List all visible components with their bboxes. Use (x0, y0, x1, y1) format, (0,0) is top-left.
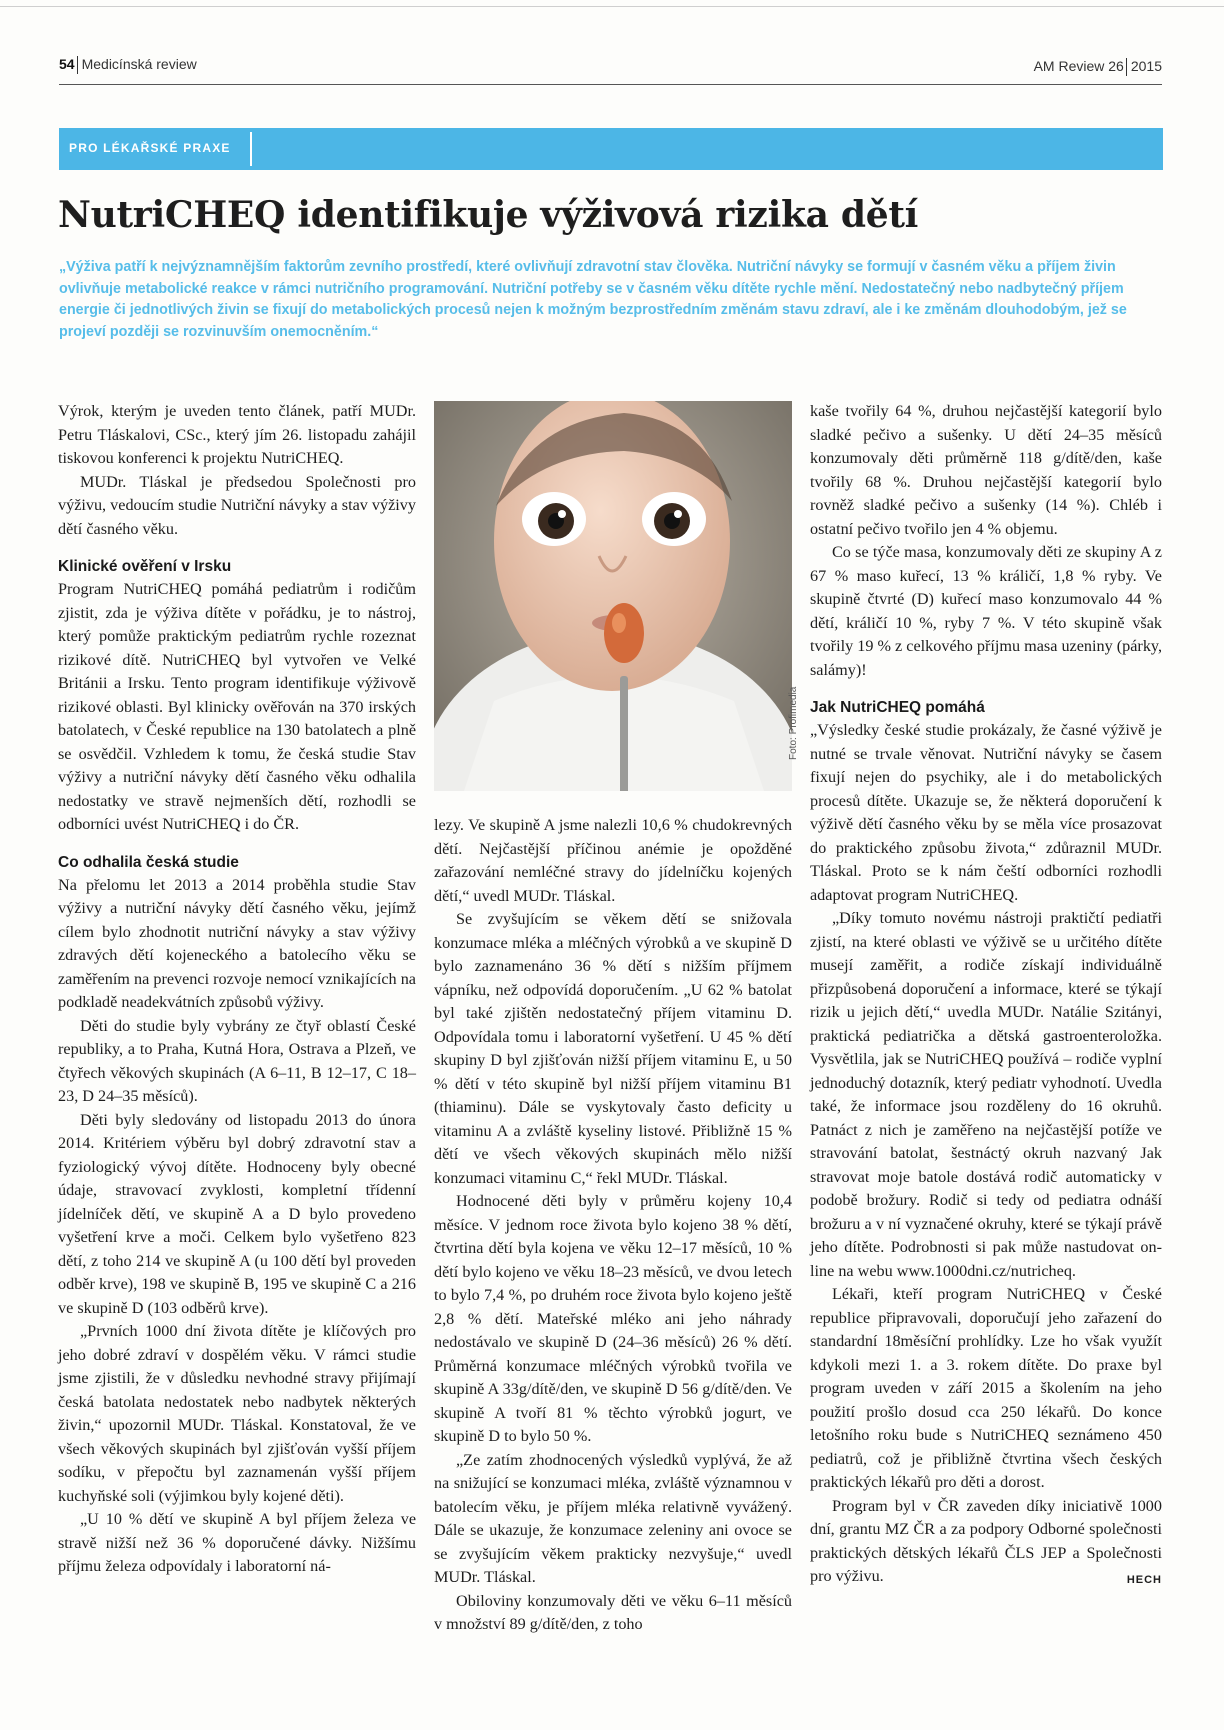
column-2 (434, 814, 792, 1637)
section-name: Medicínská review (81, 56, 197, 72)
paragraph: Děti do studie byly vybrány ze čtyř oblastí České republiky, a to Praha, Kutná Hora, Ostrava a Plzeň, ve čtyřech věkových skupinách (A 6–11, B 12–17, C 18–23, D 24–35 měsíců). (58, 1016, 416, 1105)
paragraph (810, 1495, 1162, 1589)
paragraph: Program NutriCHEQ pomáhá pediatrům i rodičům zjistit, zda je výživa dítěte v pořádku, je to nástroj, který pomůže praktickým pediatrům rychle rozeznat rizikové dítě. NutriCHEQ byl vytvořen ve Velké Británii a Irsku. Tento program identifikuje výživově rizikové oblasti. Byl klinicky ověřován na 370 irských batolatech, v České republice na 130 batolatech a plně se osvědčil. Vzhledem k tomu, že česká studie Stav výživy a nutriční návyky dětí časného věku odhalila nedostatky ve stravě nejmenších dětí, rozhodli se odborníci uvést NutriCHEQ i do ČR. (58, 580, 416, 833)
paragraph: Hodnocené děti byly v průměru kojeny 10,4 měsíce. V jednom roce života bylo kojeno 38 % dětí, čtvrtina dětí byla kojena ve věku 12–17 měsíců, 10 % dětí bylo kojeno ve věku 18–23 měsíců, ve dvou letech to bylo 7,4 %, po druhém roce života bylo kojeno ještě 2,8 % dětí. Mateřské mléko ani jeho náhrady nedostávalo ve skupině D (24–36 měsíců) 26 % dětí. Průměrná konzumace mléčných výrobků tvořila ve skupině A 33g/dítě/den, ve skupině D 56 g/dítě/den. Ve skupině A tvoří 81 % těchto výrobků jogurt, ve skupině D to bylo 50 %. (434, 1192, 792, 1445)
paragraph: lezy. Ve skupině A jsme nalezli 10,6 % chudokrevných dětí. Nejčastější příčinou anémie je opožděné zařazování nemléčné stravy do jídelníčku kojených dětí,“ uvedl MUDr. Tláskal. (434, 816, 792, 905)
paragraph: Se zvyšujícím se věkem dětí se snižovala konzumace mléka a mléčných výrobků a ve skupině D bylo zaznamenáno 36 % dětí s nižším příjmem vápníku, než odpovídá doporučením. „U 62 % batolat byl také zjištěn nedostatečný příjem vitaminu D. Odpovídala tomu i laboratorní vyšetření. U 45 % dětí skupiny D byl zjišťován nižší příjem vitaminu E, u 50 % dětí v této skupině byl nižší příjem vitaminu B1 (thiaminu). Dále se vyskytovaly často deficity u vitaminu A a zvláště kyseliny listové. Přibližně 15 % dětí ve všech věkových skupinách mělo nižší konzumaci vitaminu C,“ řekl MUDr. Tláskal. (434, 910, 792, 1187)
journal-name: AM Review 26 (1033, 58, 1124, 74)
section-label: PRO LÉKAŘSKÉ PRAXE (69, 141, 231, 155)
paragraph: „U 10 % dětí ve skupině A byl příjem železa ve stravě nižší než 36 % doporučené dávky. Nižšímu příjmu železa odpovídaly i laboratorní ná- (58, 1510, 416, 1575)
section-bar (59, 128, 1163, 170)
top-rule (0, 6, 1224, 7)
header-separator (1126, 58, 1127, 76)
column-1 (58, 400, 416, 1579)
baby-photo-illustration (434, 401, 792, 791)
subheading: Co odhalila česká studie (58, 853, 239, 871)
paragraph: kaše tvořily 64 %, druhou nejčastější kategorií bylo sladké pečivo a sušenky. U dětí 24–35 měsíců konzumovaly děti průměrně 118 g/dítě/den, kaše tvořily 68 %. Druhou nejčastější kategorií bylo rovněž sladké pečivo a sušenky (14 %). Chléb i ostatní pečivo tvořilo jen 4 % objemu. (810, 402, 1162, 538)
running-header-left (59, 56, 197, 74)
paragraph: Na přelomu let 2013 a 2014 proběhla studie Stav výživy a nutriční návyky dětí časného věku, jejímž cílem bylo zhodnotit nutriční návyky a stav výživy zdravých dětí kojeneckého a batolecího věku se zaměřením na prevenci rozvoje nemocí vznikajících na podkladě neadekvátních způsobů výživy. (58, 875, 416, 1011)
paragraph: Lékaři, kteří program NutriCHEQ v České republice připravovali, doporučují jeho zařazení do standardní 18měsíční prohlídky. Lze ho však využít kdykoli mezi 1. a 3. rokem dítěte. Do praxe byl program uveden v září 2015 a školením na jeho použití prošlo dosud cca 250 lékařů. Do konce letošního roku bude s NutriCHEQ seznámeno 450 pediatrů, což je přibližně čtvrtina všech českých praktických lékařů pro děti a dorost. (810, 1285, 1162, 1491)
paragraph: MUDr. Tláskal je předsedou Společnosti pro výživu, vedoucím studie Nutriční návyky a stav výživy dětí časného věku. (58, 472, 416, 538)
paragraph: Obiloviny konzumovaly děti ve věku 6–11 měsíců v množství 89 g/dítě/den, z toho (434, 1591, 792, 1633)
subheading: Klinické ověření v Irsku (58, 558, 232, 575)
header-separator (77, 56, 78, 74)
paragraph: Výrok, kterým je uveden tento článek, patří MUDr. Petru Tláskalovi, CSc., který jím 26. listopadu zahájil tiskovou konferenci k projektu NutriCHEQ. (58, 402, 416, 467)
journal-year: 2015 (1130, 58, 1162, 74)
paragraph-text: Program byl v ČR zaveden díky iniciativě 1000 dní, grantu MZ ČR a za podpory Odborné společnosti praktických dětských lékařů ČLS JEP a Společnosti pro výživu. (810, 1496, 1162, 1585)
paragraph: „Výsledky české studie prokázaly, že časné výživě je nutné se trvale věnovat. Nutriční návyky se časem fixují nejen do psychiky, ale i do metabolických procesů dítěte. Ukazuje se, že některá doporučení k výživě dětí časného věku by se měla více prosazovat do praktického způsobu života,“ zdůraznil MUDr. Tláskal. Proto se k nám čeští odborníci rozhodli adaptovat program NutriCHEQ. (810, 721, 1162, 904)
author-signature: HECH (1126, 1574, 1162, 1586)
photo-credit: Foto: Profimedia (788, 686, 799, 760)
article-title: NutriCHEQ identifikuje výživová rizika dětí (58, 194, 919, 236)
article-lead: „Výživa patří k nejvýznamnějším faktorům zevního prostředí, které ovlivňují zdravotní stav člověka. Nutriční návyky se formují v časném věku a příjem živin ovlivňuje metabolické reakce v rámci nutričního programování. Nutriční potřeby se v časném věku dítěte rychle mění. Nedostatečný nebo nadbytečný příjem energie či jednotlivých živin se fixují do metabolických procesů nejen k možným bezprostředním změnám stavu zdraví, ale i ke změnám dlouhodobým, jež se projeví později se rozvinuvším onemocněním.“ (59, 259, 1127, 340)
paragraph: Děti byly sledovány od listopadu 2013 do února 2014. Kritériem výběru byl dobrý zdravotní stav a fyziologický vývoj dítěte. Hodnoceny byly obecné údaje, stravovací zvyklosti, kompletní třídenní jídelníček dětí, ve skupině A a D bylo provedeno vyšetření krve a moči. Celkem bylo vyšetřeno 823 dětí, z toho 214 ve skupině A (u 100 dětí byl proveden odběr krve), 198 ve skupině B, 195 ve skupině C a 216 ve skupině D (103 odběrů krve). (58, 1110, 416, 1317)
subheading: Jak NutriCHEQ pomáhá (810, 699, 985, 716)
paragraph: „Ze zatím zhodnocených výsledků vyplývá, že až na snižující se konzumaci mléka, zvláště významnou v batolecím věku, je příjem mléka relativně vyvážený. Dále se ukazuje, že konzumace zeleniny ani ovoce se se zvyšujícím věkem prakticky nezvyšuje,“ uvedl MUDr. Tláskal. (434, 1450, 792, 1586)
paragraph: „Prvních 1000 dní života dítěte je klíčových pro jeho dobré zdraví v dospělém věku. V rámci studie jsme zjistili, že v důsledku nevhodné stravy přijímají česká batolata nedostatek nebo nadbytek některých živin,“ upozornil MUDr. Tláskal. Konstatoval, že ve všech věkových skupinách byl zjišťován vyšší příjem sodíku, v přepočtu byl zaznamenán vyšší příjem kuchyňské soli (výjimkou byly kojené děti). (58, 1322, 416, 1505)
paragraph: Co se týče masa, konzumovaly děti ze skupiny A z 67 % maso kuřecí, 13 % králičí, 1,8 % ryby. Ve skupině čtvrté (D) kuřecí maso konzumovalo 44 % dětí, králičí 10 %, ryby 7 %. V této skupině však tvořily 19 % z celkového příjmu masa uzeniny (párky, salámy)! (810, 543, 1162, 679)
baby-photo (434, 401, 792, 791)
section-bar-divider (250, 132, 252, 166)
paragraph: „Díky tomuto novému nástroji praktičtí pediatři zjistí, na které oblasti ve výživě se u určitého dítěte musejí zaměřit, a rodiče získají individuálně přizpůsobená doporučení a informace, které se týkají rizik u jejich dětí,“ uvedla MUDr. Natálie Szitányi, praktická pediatrička a dětská gastroenteroložka. Vysvětlila, jak se NutriCHEQ používá – rodiče vyplní jednoduchý dotazník, který pediatr vyhodnotí. Uvedla také, že informace jsou rozděleny do 16 okruhů. Patnáct z nich je zaměřeno na nejčastější potíže ve stravování batolat, šestnáctý okruh nazvaný Jak stravovat moje batole dostává rodič automaticky v podobě brožury. Rodič si tedy od pediatra odnáší brožuru a v ní vyznačené okruhy, které se týkají právě jeho dítěte. Podrobnosti si pak může nastudovat on-line na webu www.1000dni.cz/nutricheq. (810, 909, 1162, 1280)
column-3 (810, 400, 1162, 1593)
page-number: 54 (59, 56, 75, 72)
header-rule (59, 84, 1162, 85)
running-header-right (1034, 58, 1162, 76)
